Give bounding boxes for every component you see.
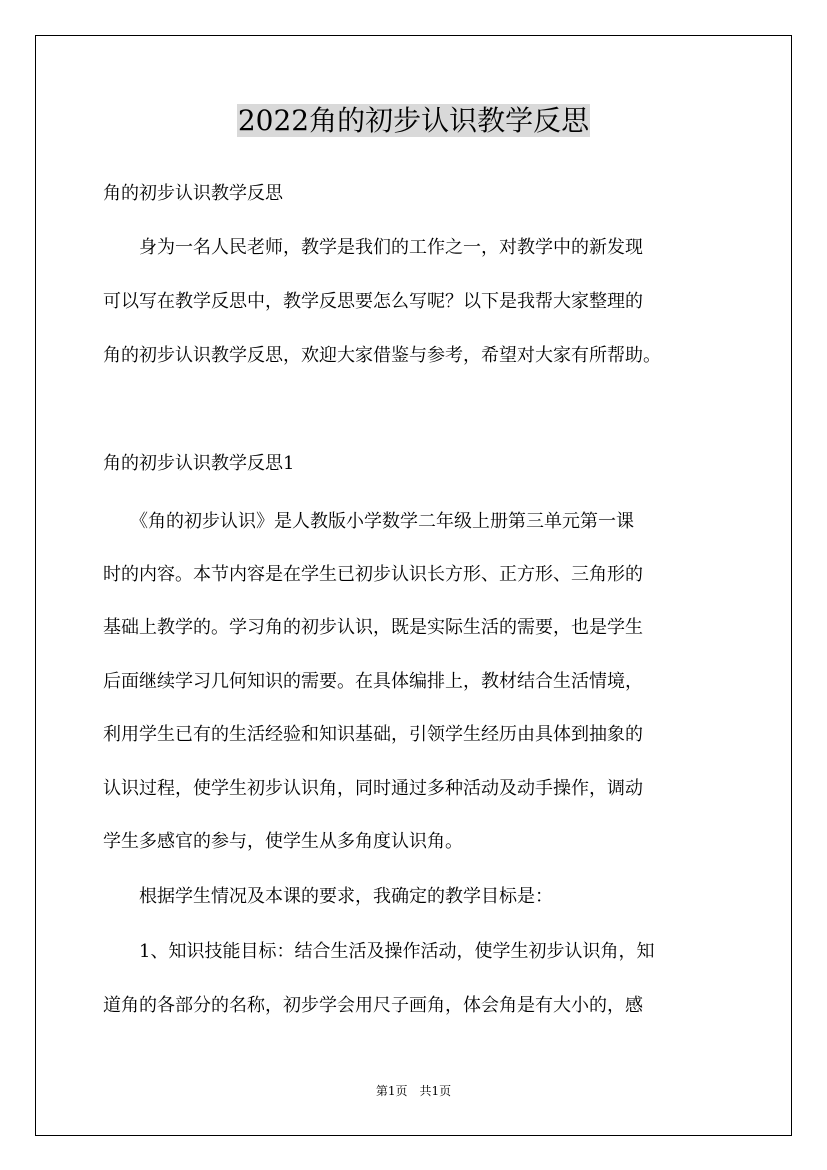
text-line: 学生多感官的参与，使学生从多角度认识角。: [103, 831, 463, 852]
page-footer: 第1页 共1页: [375, 1084, 452, 1098]
text-line: 基础上教学的。学习角的初步认识，既是实际生活的需要，也是学生: [103, 617, 643, 638]
text-line: 角的初步认识教学反思1: [103, 453, 295, 474]
text-line: 根据学生情况及本课的要求，我确定的教学目标是：: [103, 886, 553, 907]
text-line: 后面继续学习几何知识的需要。在具体编排上，教材结合生活情境，: [103, 671, 643, 692]
text-line: 身为一名人民老师，教学是我们的工作之一，对教学中的新发现: [103, 237, 643, 258]
document-title-text: 2022角的初步认识教学反思: [237, 104, 590, 137]
text-line: 《角的初步认识》是人教版小学数学二年级上册第三单元第一课: [103, 511, 634, 532]
text-line: 可以写在教学反思中，教学反思要怎么写呢？以下是我帮大家整理的: [103, 291, 643, 312]
text-line: 1、知识技能目标：结合生活及操作活动，使学生初步认识角，知: [103, 941, 655, 962]
text-line: 角的初步认识教学反思，欢迎大家借鉴与参考，希望对大家有所帮助。: [103, 345, 661, 366]
document-title: [0, 101, 827, 141]
text-line: 角的初步认识教学反思: [103, 183, 283, 204]
text-line: 认识过程，使学生初步认识角，同时通过多种活动及动手操作，调动: [103, 778, 643, 799]
text-line: 时的内容。本节内容是在学生已初步认识长方形、正方形、三角形的: [103, 564, 643, 585]
text-line: 道角的各部分的名称，初步学会用尺子画角，体会角是有大小的，感: [103, 995, 643, 1016]
text-line: 利用学生已有的生活经验和知识基础，引领学生经历由具体到抽象的: [103, 724, 643, 745]
